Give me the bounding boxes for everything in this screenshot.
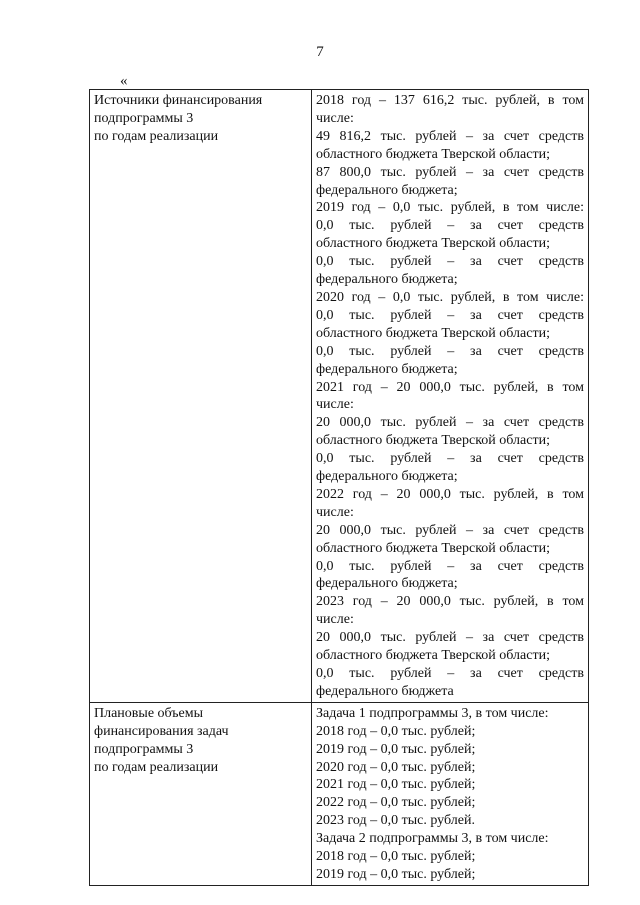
row-content-line: федерального бюджета; [316,182,458,198]
row-content-line: федерального бюджета; [316,576,458,592]
row-content-cell [312,90,589,703]
row-content-line: 0,0 тыс. рублей – за счет средств [316,451,584,467]
row-label-line: подпрограммы 3 [94,741,194,757]
row-content-line: 2019 год – 0,0 тыс. рублей; [316,866,476,882]
row-content-line: областного бюджета Тверской области; [316,236,550,252]
row-content-line: 0,0 тыс. рублей – за счет средств [316,558,584,574]
row-content-line: областного бюджета Тверской области; [316,648,550,664]
row-content-line: 49 816,2 тыс. рублей – за счет средств [316,128,584,144]
row-label-line: по годам реализации [94,759,219,775]
row-content-line: 2019 год – 0,0 тыс. рублей, в том числе: [316,200,584,216]
row-content-line: числе: [316,612,354,628]
opening-quote-mark: « [120,73,128,89]
row-content-line: 2021 год – 20 000,0 тыс. рублей, в том [316,379,584,395]
row-content-line: 87 800,0 тыс. рублей – за счет средств [316,164,584,180]
subprogram-passport-table [89,89,589,886]
row-content-line: 0,0 тыс. рублей – за счет средств [316,307,584,323]
row-content-line: 0,0 тыс. рублей – за счет средств [316,218,584,234]
row-content-line: федерального бюджета; [316,361,458,377]
row-content-line: 2023 год – 20 000,0 тыс. рублей, в том [316,594,584,610]
row-content-line: Задача 2 подпрограммы 3, в том числе: [316,831,549,847]
row-content-line: федерального бюджета; [316,469,458,485]
row-content-line: областного бюджета Тверской области; [316,146,550,162]
row-content-cell [312,702,589,885]
row-content-line: 0,0 тыс. рублей – за счет средств [316,254,584,270]
row-content-line: Задача 1 подпрограммы 3, в том числе: [316,705,549,721]
row-content-line: 2018 год – 0,0 тыс. рублей; [316,849,476,865]
table-row-task-funding [90,702,589,885]
row-content-line: числе: [316,504,354,520]
row-content-line: 20 000,0 тыс. рублей – за счет средств [316,522,584,538]
row-content-line: 2022 год – 20 000,0 тыс. рублей, в том [316,486,584,502]
row-content-line: 0,0 тыс. рублей – за счет средств [316,343,584,359]
row-content-line: 2018 год – 0,0 тыс. рублей; [316,723,476,739]
row-content-line: 20 000,0 тыс. рублей – за счет средств [316,630,584,646]
page-number: 7 [316,44,324,60]
row-content-line: 2019 год – 0,0 тыс. рублей; [316,741,476,757]
row-content-line: федерального бюджета [316,683,454,699]
table-row-funding-sources [90,90,589,703]
row-label-cell [90,90,312,703]
row-label-line: подпрограммы 3 [94,110,194,126]
row-content-line: областного бюджета Тверской области; [316,540,550,556]
row-content-line: федерального бюджета; [316,272,458,288]
row-content-line: 2020 год – 0,0 тыс. рублей, в том числе: [316,289,584,305]
row-content-line: числе: [316,397,354,413]
row-label-line: по годам реализации [94,128,219,144]
row-content-line: числе: [316,110,354,126]
row-content-line: 2023 год – 0,0 тыс. рублей. [316,813,475,829]
row-label-line: Плановые объемы [94,705,204,721]
row-content-line: 2022 год – 0,0 тыс. рублей; [316,795,476,811]
row-content-line: областного бюджета Тверской области; [316,433,550,449]
row-content-line: 2018 год – 137 616,2 тыс. рублей, в том [316,93,584,108]
row-content-line: 0,0 тыс. рублей – за счет средств [316,666,584,681]
row-content-line: 20 000,0 тыс. рублей – за счет средств [316,415,584,431]
row-label-line: финансирования задач [94,723,229,739]
row-label-line: Источники финансирования [94,93,263,108]
row-content-line: 2021 год – 0,0 тыс. рублей; [316,777,476,793]
row-content-line: 2020 год – 0,0 тыс. рублей; [316,759,476,775]
row-label-cell [90,702,312,885]
row-content-line: областного бюджета Тверской области; [316,325,550,341]
